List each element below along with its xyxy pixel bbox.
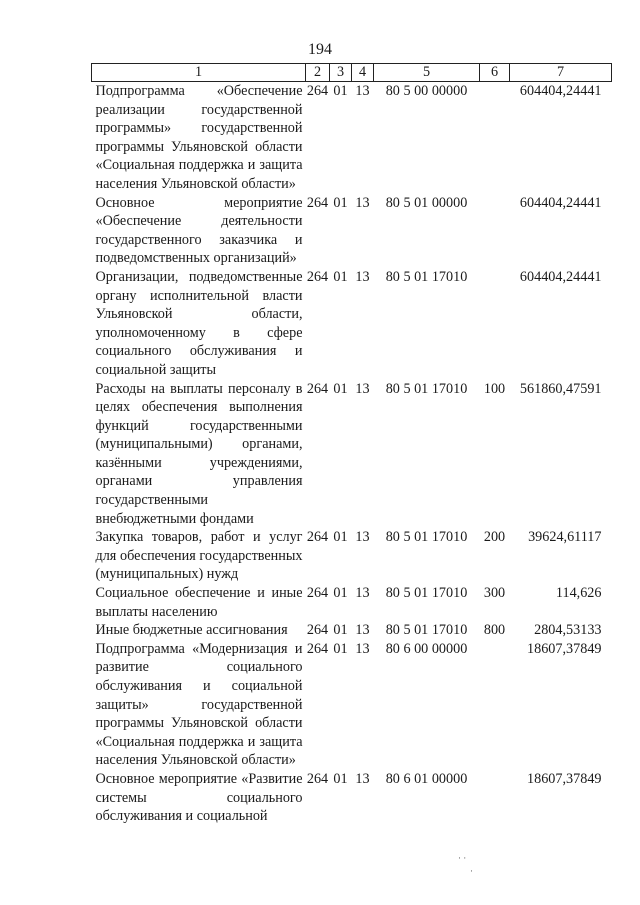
row-admin-code: 264	[306, 585, 329, 602]
row-admin-code: 264	[306, 83, 329, 99]
row-amount: 561860,47591	[519, 380, 602, 397]
row-admin-code: 264	[306, 770, 329, 787]
row-subsection: 13	[355, 529, 370, 546]
row-expense-type	[480, 194, 510, 268]
row-section: 01	[333, 529, 348, 546]
row-admin-code: 264	[306, 194, 329, 211]
row-expense-type: 200	[483, 529, 506, 546]
row-amount: 604404,24441	[519, 194, 602, 211]
row-target-article: 80 5 01 17010	[385, 622, 468, 639]
row-target-article: 80 5 01 17010	[385, 529, 468, 546]
row-expense-type	[480, 640, 510, 770]
row-subsection: 13	[355, 194, 370, 211]
row-section: 01	[333, 622, 348, 639]
row-subsection: 13	[355, 380, 370, 397]
table-row	[92, 584, 612, 621]
row-section: 01	[333, 770, 348, 787]
row-name: Подпрограмма «Обеспечение реализации государственной программы» государственной программы Ульяновской области «Социальная поддержка и защита населения Ульяновской области»	[95, 83, 303, 192]
row-section: 01	[333, 640, 348, 657]
header-col-2: 2	[306, 64, 330, 82]
row-section: 01	[333, 194, 348, 211]
row-subsection: 13	[355, 622, 370, 639]
row-amount: 18607,37849	[527, 640, 602, 657]
header-col-5: 5	[374, 64, 480, 82]
row-subsection: 13	[355, 640, 370, 657]
table-row	[92, 770, 612, 826]
table-row	[92, 640, 612, 770]
row-subsection: 13	[355, 268, 370, 285]
row-amount: 39624,61117	[528, 529, 602, 546]
row-amount: 18607,37849	[527, 770, 602, 787]
table-row	[92, 380, 612, 529]
budget-table	[91, 63, 612, 826]
row-section: 01	[333, 268, 348, 285]
scan-noise-mark: · ·	[458, 853, 467, 863]
header-col-6: 6	[480, 64, 510, 82]
row-admin-code: 264	[306, 640, 329, 657]
row-expense-type	[480, 268, 510, 380]
header-col-7: 7	[510, 64, 612, 82]
row-subsection: 13	[355, 585, 370, 602]
row-expense-type	[480, 82, 510, 194]
row-target-article: 80 6 00 00000	[385, 640, 468, 657]
scan-noise-mark: ·	[470, 866, 473, 876]
row-amount: 2804,53133	[534, 622, 602, 639]
header-col-4: 4	[352, 64, 374, 82]
row-expense-type: 800	[483, 622, 506, 639]
row-target-article: 80 6 01 00000	[385, 770, 468, 787]
row-section: 01	[333, 585, 348, 602]
table-row	[92, 528, 612, 584]
row-amount: 604404,24441	[519, 83, 602, 99]
row-section: 01	[333, 83, 348, 99]
row-name: Организации, подведомственные органу исполнительной власти Ульяновской области, уполномоченному в сфере социального обслуживания и социальной защиты	[95, 268, 303, 378]
row-amount: 604404,24441	[519, 268, 602, 285]
row-name: Основное мероприятие «Развитие системы социального обслуживания и социальной	[95, 770, 303, 825]
row-name: Подпрограмма «Модернизация и развитие социального обслуживания и социальной защиты» государственной программы Ульяновской области «Социальная поддержка и защита населения Ульяновской области»	[95, 640, 303, 769]
row-admin-code: 264	[306, 268, 329, 285]
row-admin-code: 264	[306, 529, 329, 546]
row-expense-type	[480, 770, 510, 826]
table-row	[92, 268, 612, 380]
row-subsection: 13	[355, 83, 370, 99]
row-name: Иные бюджетные ассигнования	[95, 622, 288, 639]
row-section: 01	[333, 380, 348, 397]
row-target-article: 80 5 01 17010	[385, 585, 468, 602]
row-name: Социальное обеспечение и иные выплаты населению	[95, 585, 303, 620]
page-number: 194	[308, 41, 332, 58]
row-admin-code: 264	[306, 622, 329, 639]
row-expense-type: 300	[483, 585, 506, 602]
row-name: Закупка товаров, работ и услуг для обеспечения государственных (муниципальных) нужд	[95, 529, 303, 583]
table-row	[92, 194, 612, 268]
header-col-3: 3	[330, 64, 352, 82]
row-amount: 114,626	[555, 585, 602, 602]
row-subsection: 13	[355, 770, 370, 787]
row-target-article: 80 5 01 17010	[385, 268, 468, 285]
table-header-row	[92, 64, 612, 82]
row-name: Расходы на выплаты персоналу в целях обеспечения выполнения функций государственными (муниципальными) органами, казёнными учреждениями, органами управления государственными внебюджетными фондами	[95, 380, 303, 527]
row-target-article: 80 5 01 17010	[385, 380, 468, 397]
row-target-article: 80 5 01 00000	[385, 194, 468, 211]
row-target-article: 80 5 00 00000	[385, 83, 468, 99]
header-col-1: 1	[92, 64, 306, 82]
table-row	[92, 621, 612, 640]
table-row	[92, 82, 612, 194]
row-name: Основное мероприятие «Обеспечение деятельности государственного заказчика и подведомственных организаций»	[95, 194, 303, 267]
row-admin-code: 264	[306, 380, 329, 397]
row-expense-type: 100	[483, 380, 506, 397]
